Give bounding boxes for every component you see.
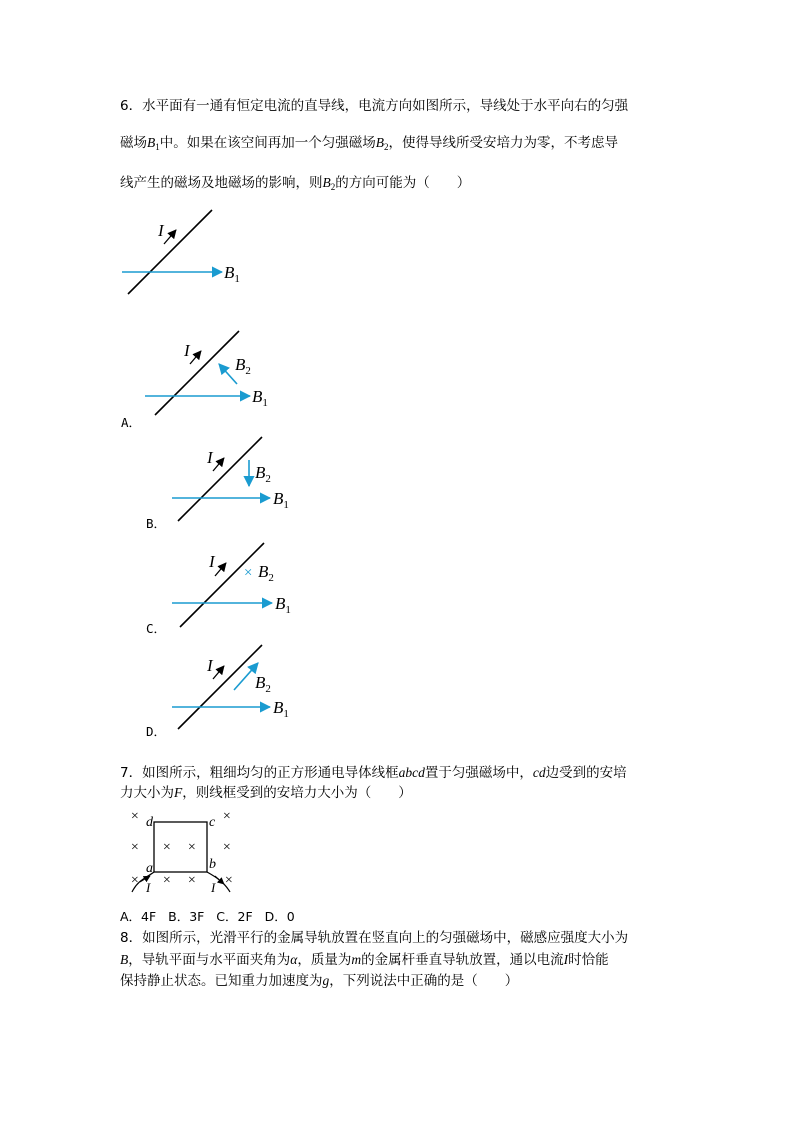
current-arrow [164, 230, 176, 244]
field-cross: × [222, 809, 232, 824]
q8-line-2-part-d: 的金属杆垂直导轨放置，通以电流 [361, 952, 564, 968]
q8-line-2-part-b: ，导轨平面与水平面夹角为 [128, 952, 291, 968]
q6-line-2-part-c: ，使得导线所受安培力为零，不考虑导 [388, 135, 618, 151]
q7-answer-a[interactable]: A．4F [120, 909, 157, 924]
current-arrow [190, 351, 201, 364]
current-arrow-right [215, 876, 224, 884]
q6-line-1-text: 6．水平面有一通有恒定电流的直导线，电流方向如图所示，导线处于水平向右的匀强 [120, 98, 629, 114]
corner-label-c: c [209, 815, 216, 830]
option-d-figure[interactable] [172, 645, 289, 729]
b1-label: $B_1$ [273, 489, 289, 511]
q6-line-2-part-a: 磁场 [120, 135, 147, 151]
q6-line-3-part-a: 线产生的磁场及地磁场的影响，则 [120, 175, 323, 191]
q7-answer-d[interactable]: D．0 [264, 909, 295, 924]
q7-answers [120, 911, 295, 924]
q8-line-3-part-a: 保持静止状态。已知重力加速度为 [120, 973, 323, 989]
q6-line-2-symbol-b2: $B_2$ [375, 135, 389, 152]
q8-line-1 [120, 932, 628, 946]
b2-label: $B_2$ [255, 673, 271, 695]
q8-line-2-part-e: 时恰能 [568, 952, 609, 968]
q6-line-2-part-b: 中。如果在该空间再加一个匀强磁场 [159, 135, 376, 151]
q8-symbol-alpha: α [290, 952, 298, 967]
q7-line-2-part-a: 力大小为 [120, 785, 174, 801]
b1-label: $B_1$ [252, 387, 268, 409]
b1-label: $B_1$ [275, 594, 291, 616]
b2-label: $B_2$ [255, 463, 271, 485]
q7-answer-b[interactable]: B．3F [168, 909, 205, 924]
option-a-label[interactable]: A． [121, 415, 142, 430]
current-label-left: I [146, 880, 151, 895]
q8-line-2 [120, 953, 609, 968]
b2-label: $B_2$ [258, 562, 274, 584]
current-label: I [209, 552, 215, 571]
field-cross: × [222, 840, 232, 855]
field-cross: × [130, 809, 140, 824]
q7-line-1-part-b: 置于匀强磁场中， [424, 765, 533, 781]
current-label: I [207, 656, 213, 675]
q7-line-1-part-c: 边受到的安培 [545, 765, 627, 781]
q7-square-loop-figure [130, 809, 233, 895]
wire [128, 210, 212, 294]
q8-line-1-text: 8．如图所示，光滑平行的金属导轨放置在竖直向上的匀强磁场中，磁感应强度大小为 [120, 930, 629, 946]
q7-answer-c[interactable]: C．2F [216, 909, 253, 924]
current-arrow [215, 563, 226, 576]
current-label-right: I [211, 880, 216, 895]
option-d-label[interactable]: D． [146, 724, 167, 739]
current-label: I [158, 221, 164, 240]
field-cross: × [162, 873, 172, 888]
option-c-figure[interactable] [172, 543, 291, 627]
q8-symbol-i: I [563, 952, 569, 967]
current-arrow [213, 458, 224, 471]
option-c-label[interactable]: C． [146, 621, 167, 636]
wire [180, 543, 264, 627]
corner-label-b: b [209, 857, 216, 872]
current-label: I [184, 341, 190, 360]
q7-line-2-part-b: ，则线框受到的安培力大小为（ ） [182, 785, 412, 801]
field-cross: × [187, 840, 197, 855]
field-cross: × [130, 873, 140, 888]
q6-line-3-part-b: 的方向可能为（ ） [335, 175, 471, 191]
current-arrow [213, 666, 224, 679]
q8-symbol-g: g [322, 973, 330, 988]
field-cross: × [130, 840, 140, 855]
wire [178, 645, 262, 729]
q6-main-figure [122, 210, 240, 294]
b2-into-page-cross: × [243, 565, 254, 581]
q7-line-1-part-a: 7．如图所示，粗细均匀的正方形通电导体线框 [120, 765, 399, 781]
q8-symbol-b: B [120, 952, 129, 967]
b1-label: $B_1$ [224, 263, 240, 285]
current-label: I [207, 448, 213, 467]
q6-line-3-symbol-b2: $B_2$ [322, 175, 336, 192]
q7-symbol-cd: cd [532, 765, 546, 780]
q8-line-3 [120, 974, 518, 989]
q6-line-2-symbol-b1: $B_1$ [147, 135, 160, 152]
q7-line-1 [120, 766, 627, 781]
b2-label: $B_2$ [235, 355, 251, 377]
q7-line-2 [120, 786, 412, 801]
q7-symbol-f: F [174, 785, 183, 800]
option-b-figure[interactable] [172, 437, 289, 521]
q8-symbol-m: m [351, 952, 362, 967]
option-a-figure[interactable] [145, 331, 268, 415]
q7-symbol-abcd: abcd [398, 765, 425, 780]
corner-label-a: a [146, 861, 153, 876]
field-cross: × [187, 873, 197, 888]
q8-line-2-part-c: ，质量为 [297, 952, 352, 968]
field-cross: × [224, 873, 234, 888]
option-b-label[interactable]: B． [146, 516, 167, 531]
field-cross: × [162, 840, 172, 855]
corner-label-d: d [146, 815, 153, 830]
q8-line-3-part-b: ，下列说法中正确的是（ ） [329, 973, 519, 989]
b1-label: $B_1$ [273, 698, 289, 720]
